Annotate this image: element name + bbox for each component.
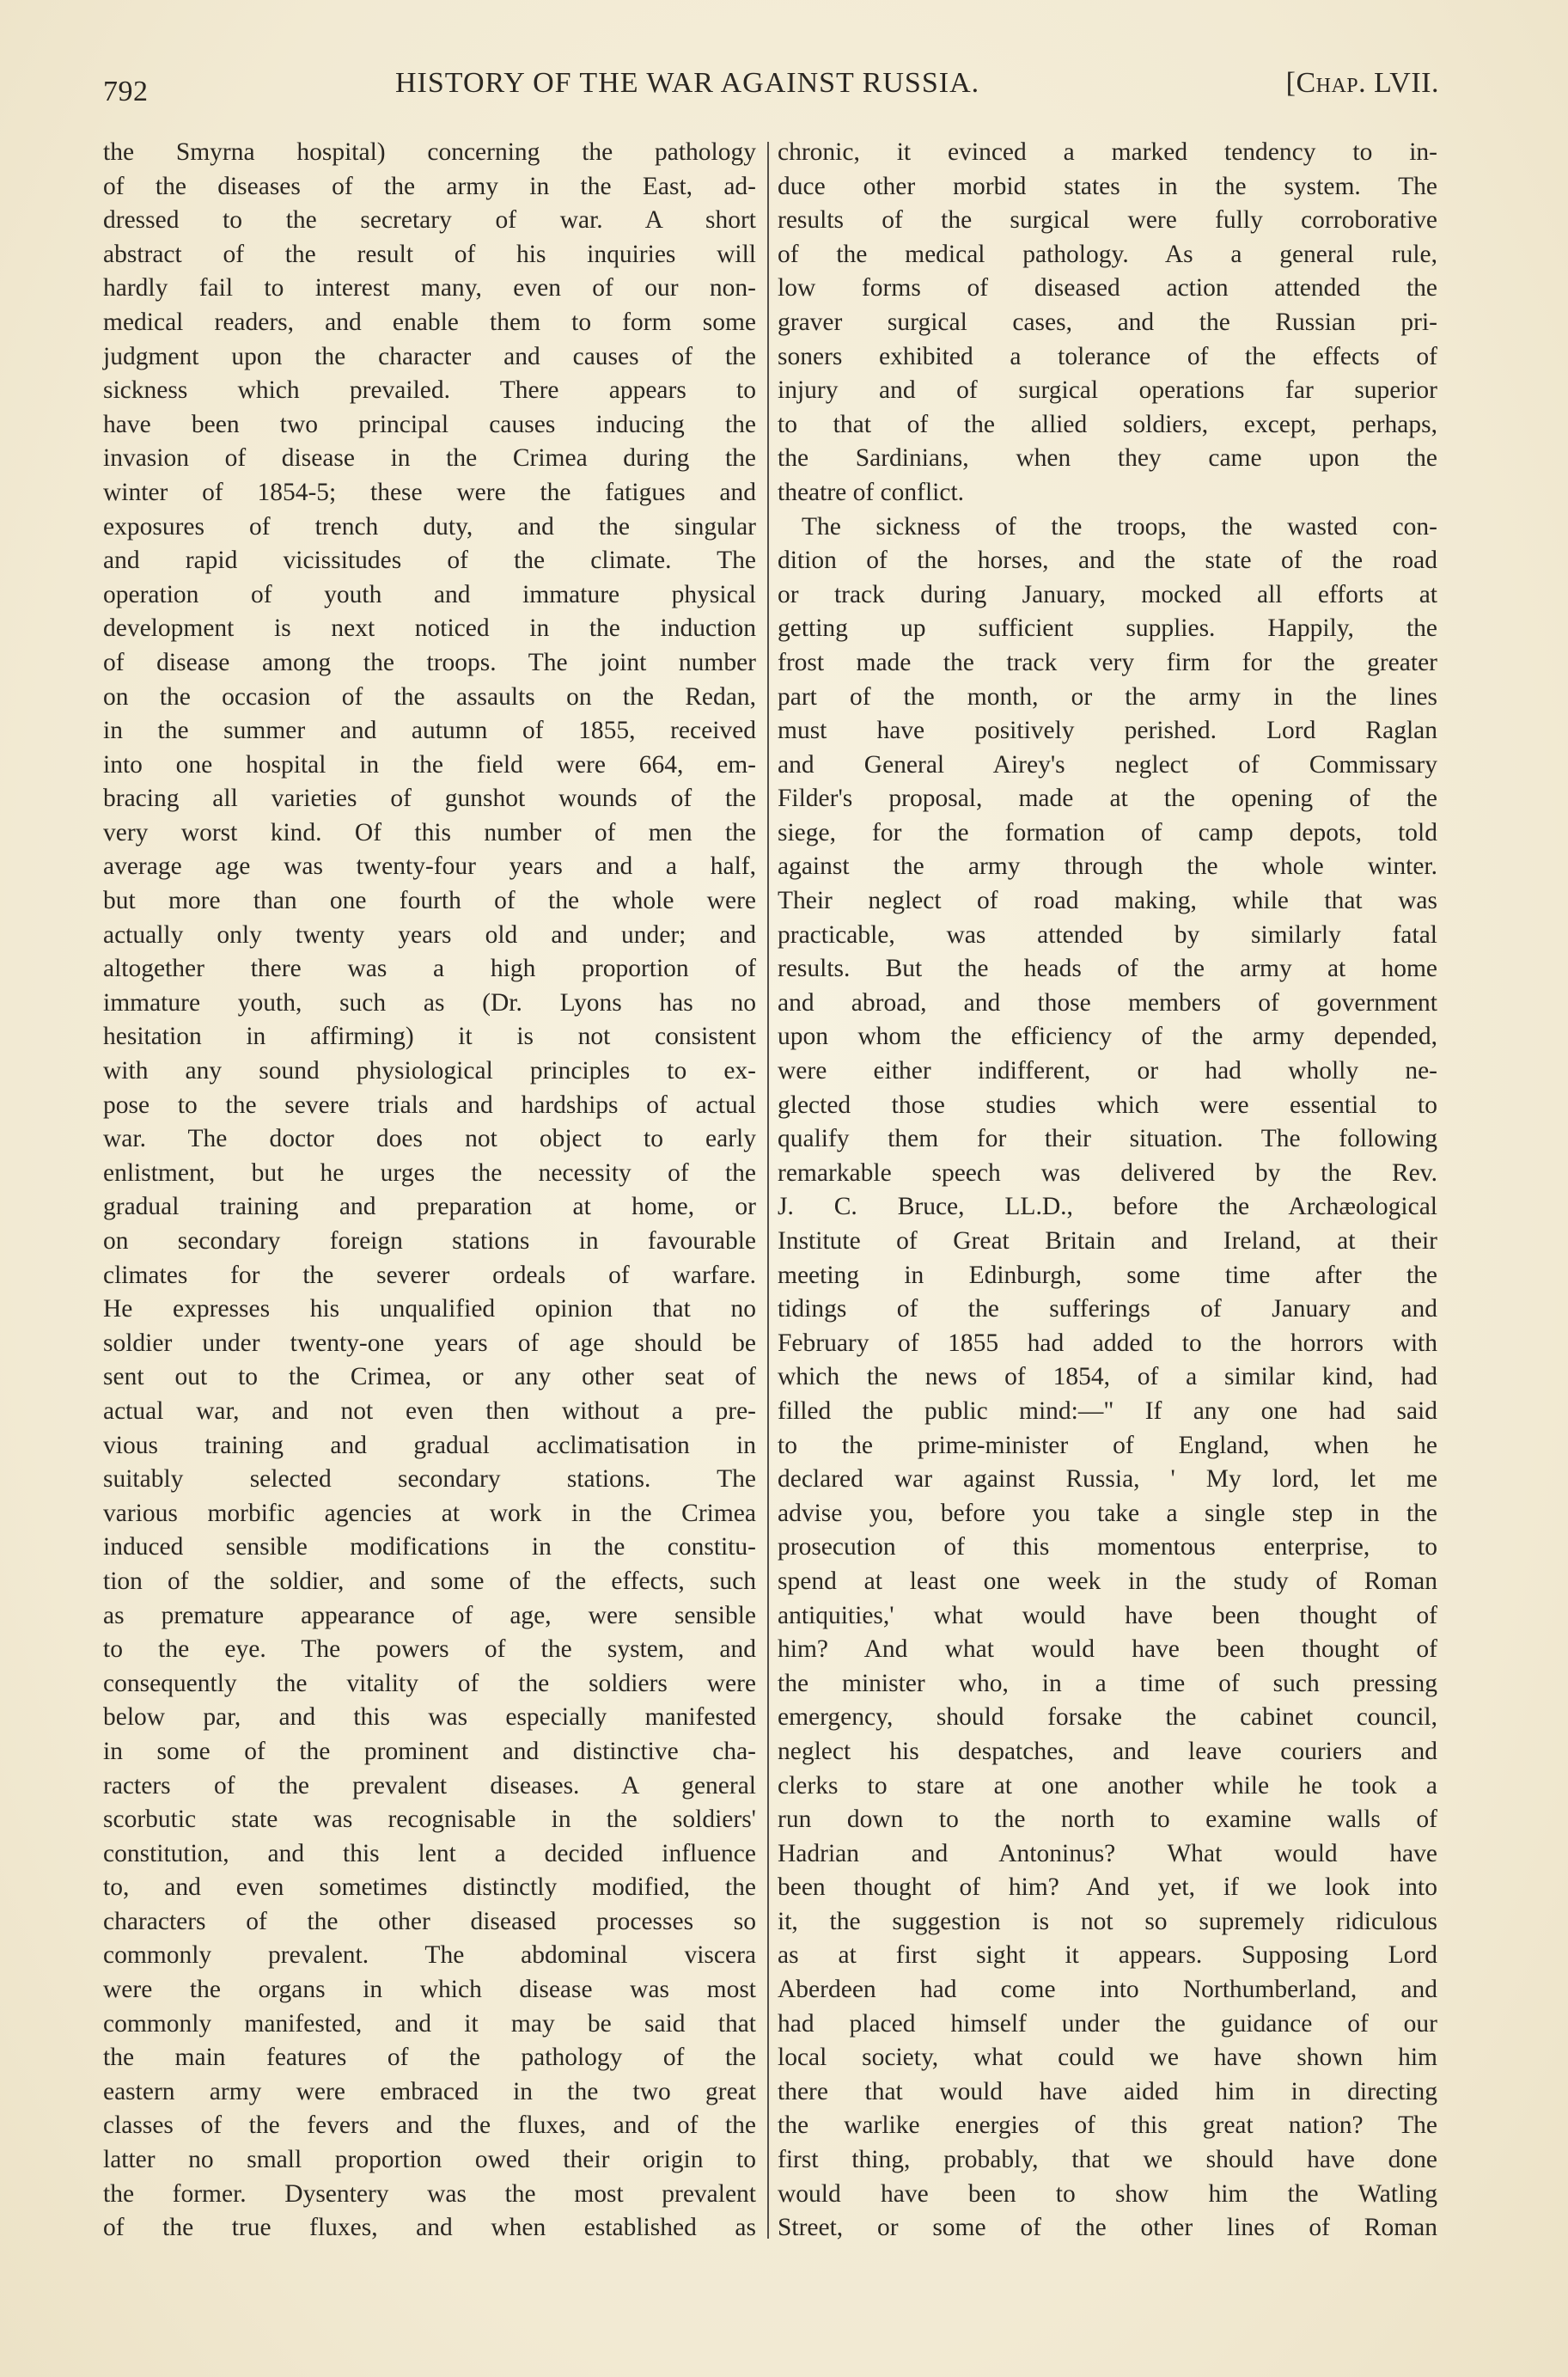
text-line: into one hospital in the field were 664, em- <box>103 750 756 779</box>
text-line: chronic, it evinced a marked tendency to in- <box>778 138 1437 166</box>
text-line: suitably selected secondary stations. The <box>103 1465 756 1494</box>
text-line: practicable, was attended by similarly fatal <box>778 920 1437 949</box>
text-line: getting up sufficient supplies. Happily, the <box>778 614 1437 643</box>
text-line: been thought of him? And yet, if we look into <box>778 1873 1437 1902</box>
text-line: in some of the prominent and distinctive cha- <box>103 1737 756 1765</box>
text-line: winter of 1854-5; these were the fatigues and <box>103 478 756 506</box>
text-line: sickness which prevailed. There appears to <box>103 376 756 405</box>
text-line: against the army through the whole winter. <box>778 852 1437 881</box>
text-line: neglect his despatches, and leave couriers and <box>778 1737 1437 1765</box>
text-line: it, the suggestion is not so supremely ridiculous <box>778 1907 1437 1935</box>
text-line: graver surgical cases, and the Russian pri- <box>778 308 1437 336</box>
text-line: latter no small proportion owed their origin to <box>103 2146 756 2174</box>
text-line: spend at least one week in the study of Roman <box>778 1567 1437 1595</box>
running-header <box>103 67 1439 110</box>
text-line: and General Airey's neglect of Commissary <box>778 750 1437 779</box>
text-line: J. C. Bruce, LL.D., before the Archæological <box>778 1193 1437 1221</box>
text-line: the main features of the pathology of the <box>103 2044 756 2072</box>
text-line: results. But the heads of the army at home <box>778 955 1437 983</box>
text-line: enlistment, but he urges the necessity of the <box>103 1158 756 1187</box>
text-line: the Smyrna hospital) concerning the pathology <box>103 138 756 166</box>
text-line: constitution, and this lent a decided influence <box>103 1839 756 1867</box>
text-line: antiquities,' what would have been thought of <box>778 1601 1437 1629</box>
text-line: bracing all varieties of gunshot wounds of the <box>103 785 756 813</box>
text-line: actually only twenty years old and under; and <box>103 920 756 949</box>
text-line: judgment upon the character and causes of the <box>103 342 756 370</box>
text-line: tion of the soldier, and some of the effects, such <box>103 1567 756 1595</box>
text-line: induced sensible modifications in the constitu- <box>103 1533 756 1561</box>
text-line: average age was twenty-four years and a half, <box>103 852 756 881</box>
text-line: exposures of trench duty, and the singular <box>103 512 756 541</box>
running-title: HISTORY OF THE WAR AGAINST RUSSIA. <box>395 67 980 99</box>
text-line: classes of the fevers and the fluxes, and of the <box>103 2111 756 2140</box>
text-line: hesitation in affirming) it is not consistent <box>103 1023 756 1051</box>
text-line: dition of the horses, and the state of the road <box>778 547 1437 575</box>
right-text-column <box>778 136 1437 2246</box>
text-line: upon whom the efficiency of the army depended, <box>778 1023 1437 1051</box>
text-line: as premature appearance of age, were sensible <box>103 1601 756 1629</box>
text-line: to the eye. The powers of the system, and <box>103 1635 756 1664</box>
text-line: in the summer and autumn of 1855, received <box>103 717 756 745</box>
text-line: commonly prevalent. The abdominal viscera <box>103 1941 756 1970</box>
text-line: Hadrian and Antoninus? What would have <box>778 1839 1437 1867</box>
text-line: of the true fluxes, and when established as <box>103 2214 756 2242</box>
text-line: commonly manifested, and it may be said that <box>103 2009 756 2038</box>
text-line: there that would have aided him in directing <box>778 2077 1437 2105</box>
text-line: soldier under twenty-one years of age should be <box>103 1329 756 1357</box>
text-line: and abroad, and those members of government <box>778 988 1437 1017</box>
text-line: siege, for the formation of camp depots, told <box>778 818 1437 846</box>
text-line: climates for the severer ordeals of warfare. <box>103 1261 756 1289</box>
text-line: consequently the vitality of the soldiers were <box>103 1669 756 1697</box>
text-line: emergency, should forsake the cabinet council, <box>778 1703 1437 1732</box>
text-line: development is next noticed in the induction <box>103 614 756 643</box>
text-line: were the organs in which disease was most <box>103 1976 756 2004</box>
chapter-label: [Chap. LVII. <box>1285 67 1439 99</box>
text-line: declared war against Russia, ' My lord, let me <box>778 1465 1437 1494</box>
text-line: clerks to stare at one another while he took a <box>778 1771 1437 1800</box>
text-line: injury and of surgical operations far superior <box>778 376 1437 405</box>
text-line: and rapid vicissitudes of the climate. The <box>103 547 756 575</box>
text-line: dressed to the secretary of war. A short <box>103 206 756 235</box>
text-line: various morbific agencies at work in the Crimea <box>103 1499 756 1527</box>
text-line: Filder's proposal, made at the opening of the <box>778 785 1437 813</box>
text-line: Aberdeen had come into Northumberland, and <box>778 1976 1437 2004</box>
text-line: filled the public mind:—" If any one had said <box>778 1396 1437 1425</box>
text-line: Institute of Great Britain and Ireland, at their <box>778 1227 1437 1255</box>
text-line: have been two principal causes inducing the <box>103 410 756 438</box>
text-line: immature youth, such as (Dr. Lyons has no <box>103 988 756 1017</box>
text-line: very worst kind. Of this number of men the <box>103 818 756 846</box>
text-line: with any sound physiological principles to ex- <box>103 1057 756 1085</box>
text-line: but more than one fourth of the whole were <box>103 887 756 915</box>
text-line: scorbutic state was recognisable in the soldiers' <box>103 1806 756 1834</box>
text-line: The sickness of the troops, the wasted con- <box>802 512 1437 541</box>
text-line: qualify them for their situation. The following <box>778 1125 1437 1153</box>
text-line: of the diseases of the army in the East, ad- <box>103 172 756 200</box>
text-line: as at first sight it appears. Supposing Lord <box>778 1941 1437 1970</box>
text-line: the Sardinians, when they came upon the <box>778 444 1437 473</box>
page-number: 792 <box>103 76 149 107</box>
text-line: results of the surgical were fully corroborative <box>778 206 1437 235</box>
text-line: gradual training and preparation at home, or <box>103 1193 756 1221</box>
text-line: actual war, and not even then without a pre- <box>103 1396 756 1425</box>
text-line: He expresses his unqualified opinion that no <box>103 1295 756 1323</box>
text-line: February of 1855 had added to the horrors with <box>778 1329 1437 1357</box>
text-line: soners exhibited a tolerance of the effects of <box>778 342 1437 370</box>
text-line: to that of the allied soldiers, except, perhaps, <box>778 410 1437 438</box>
text-line: sent out to the Crimea, or any other seat of <box>103 1363 756 1391</box>
text-line: theatre of conflict. <box>778 478 965 506</box>
text-line: Street, or some of the other lines of Roman <box>778 2214 1437 2242</box>
text-line: tidings of the sufferings of January and <box>778 1295 1437 1323</box>
text-line: the former. Dysentery was the most prevalent <box>103 2179 756 2208</box>
text-line: prosecution of this momentous enterprise, to <box>778 1533 1437 1561</box>
text-line: to, and even sometimes distinctly modified, the <box>103 1873 756 1902</box>
text-line: on secondary foreign stations in favourable <box>103 1227 756 1255</box>
text-line: the warlike energies of this great nation? The <box>778 2111 1437 2140</box>
text-line: frost made the track very firm for the greater <box>778 648 1437 676</box>
text-line: Their neglect of road making, while that was <box>778 887 1437 915</box>
text-line: on the occasion of the assaults on the Redan, <box>103 682 756 711</box>
text-line: part of the month, or the army in the lines <box>778 682 1437 711</box>
text-line: the minister who, in a time of such pressing <box>778 1669 1437 1697</box>
text-line: hardly fail to interest many, even of our non- <box>103 274 756 302</box>
text-line: first thing, probably, that we should have done <box>778 2146 1437 2174</box>
text-line: racters of the prevalent diseases. A general <box>103 1771 756 1800</box>
text-line: to the prime-minister of England, when he <box>778 1431 1437 1459</box>
text-line: characters of the other diseased processes so <box>103 1907 756 1935</box>
text-line: medical readers, and enable them to form some <box>103 308 756 336</box>
text-line: altogether there was a high proportion of <box>103 955 756 983</box>
text-line: must have positively perished. Lord Raglan <box>778 717 1437 745</box>
text-line: remarkable speech was delivered by the Rev. <box>778 1158 1437 1187</box>
text-line: would have been to show him the Watling <box>778 2179 1437 2208</box>
text-line: of the medical pathology. As a general rule, <box>778 240 1437 268</box>
text-line: operation of youth and immature physical <box>103 580 756 608</box>
column-divider <box>767 142 769 2239</box>
text-line: which the news of 1854, of a similar kind, had <box>778 1363 1437 1391</box>
text-line: him? And what would have been thought of <box>778 1635 1437 1664</box>
text-line: run down to the north to examine walls of <box>778 1806 1437 1834</box>
text-line: local society, what could we have shown him <box>778 2044 1437 2072</box>
text-line: invasion of disease in the Crimea during the <box>103 444 756 473</box>
text-line: meeting in Edinburgh, some time after the <box>778 1261 1437 1289</box>
left-text-column <box>103 136 756 2246</box>
text-line: were either indifferent, or had wholly ne- <box>778 1057 1437 1085</box>
text-line: of disease among the troops. The joint number <box>103 648 756 676</box>
text-line: eastern army were embraced in the two great <box>103 2077 756 2105</box>
text-line: war. The doctor does not object to early <box>103 1125 756 1153</box>
text-line: duce other morbid states in the system. The <box>778 172 1437 200</box>
text-line: abstract of the result of his inquiries will <box>103 240 756 268</box>
text-line: had placed himself under the guidance of our <box>778 2009 1437 2038</box>
text-line: or track during January, mocked all efforts at <box>778 580 1437 608</box>
text-line: glected those studies which were essential to <box>778 1091 1437 1119</box>
text-line: below par, and this was especially manifested <box>103 1703 756 1732</box>
text-line: pose to the severe trials and hardships of actual <box>103 1091 756 1119</box>
text-line: vious training and gradual acclimatisation in <box>103 1431 756 1459</box>
text-line: low forms of diseased action attended the <box>778 274 1437 302</box>
text-line: advise you, before you take a single step in the <box>778 1499 1437 1527</box>
